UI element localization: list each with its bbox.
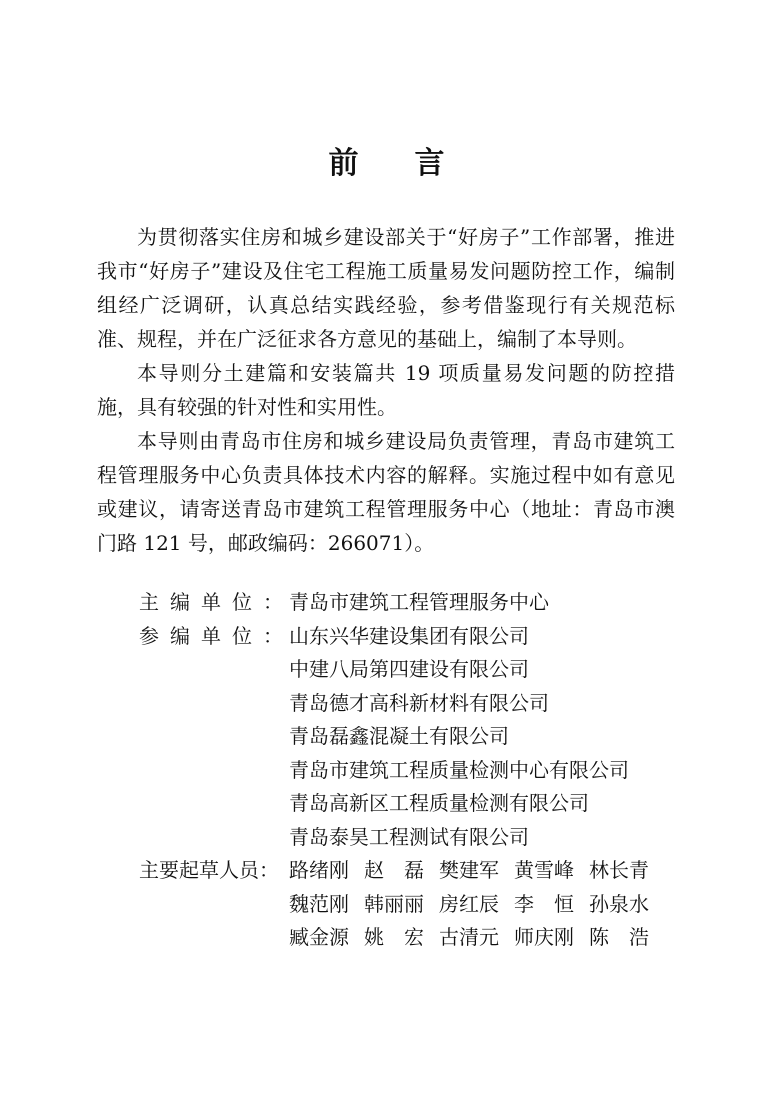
drafter-name: 李 恒 bbox=[514, 891, 574, 916]
participating-unit: 青岛泰昊工程测试有限公司 bbox=[289, 824, 529, 849]
drafter-name: 孙泉水 bbox=[589, 891, 649, 916]
chief-editor-label: 主编单位： bbox=[139, 590, 294, 614]
drafter-name: 樊建军 bbox=[439, 858, 499, 882]
drafter-names-row bbox=[289, 921, 664, 955]
preface-body bbox=[97, 220, 675, 560]
title-char-2: 言 bbox=[414, 146, 445, 181]
participating-unit-row bbox=[97, 720, 675, 754]
drafter-name: 韩丽丽 bbox=[364, 891, 424, 916]
drafter-name: 路绪刚 bbox=[289, 858, 349, 882]
drafter-name: 师庆刚 bbox=[514, 925, 574, 949]
participating-units-label: 参编单位： bbox=[139, 623, 294, 648]
participating-unit: 青岛磊鑫混凝土有限公司 bbox=[289, 724, 509, 748]
drafters-row bbox=[97, 888, 675, 922]
page-title bbox=[0, 138, 773, 182]
drafters-label: 主要起草人员： bbox=[139, 858, 279, 882]
participating-unit-row bbox=[97, 754, 675, 788]
participating-unit: 青岛高新区工程质量检测有限公司 bbox=[289, 791, 589, 815]
drafter-name: 姚 宏 bbox=[364, 925, 424, 949]
participating-unit-row bbox=[97, 821, 675, 855]
drafters-row bbox=[97, 854, 675, 888]
paragraph-1: 为贯彻落实住房和城乡建设部关于“好房子”工作部署，推进我市“好房子”建设及住宅工程施工质量易发问题防控工作，编制组经广泛调研，认真总结实践经验，参考借鉴现行有关规范标准、规程，并在广泛征求各方意见的基础上，编制了本导则。 bbox=[97, 225, 675, 351]
participating-unit-row bbox=[97, 687, 675, 721]
drafter-name: 林长青 bbox=[589, 858, 649, 882]
drafter-name: 黄雪峰 bbox=[514, 858, 574, 882]
chief-editor-value: 青岛市建筑工程管理服务中心 bbox=[289, 590, 549, 614]
drafters-row bbox=[97, 921, 675, 955]
drafter-names-row bbox=[289, 854, 664, 888]
participating-unit: 中建八局第四建设有限公司 bbox=[289, 657, 529, 681]
drafter-name: 赵 磊 bbox=[364, 858, 424, 882]
participating-unit: 青岛市建筑工程质量检测中心有限公司 bbox=[289, 757, 629, 782]
chief-editor-row bbox=[97, 586, 675, 620]
participating-unit: 山东兴华建设集团有限公司 bbox=[289, 623, 529, 648]
paragraph-3: 本导则由青岛市住房和城乡建设局负责管理，青岛市建筑工程管理服务中心负责具体技术内容的解释。实施过程中如有意见或建议，请寄送青岛市建筑工程管理服务中心（地址：青岛市澳门路 121 号，邮政编码：266071）。 bbox=[97, 429, 675, 555]
drafter-name: 古清元 bbox=[439, 925, 499, 949]
drafter-name: 魏范刚 bbox=[289, 891, 349, 916]
drafter-name: 臧金源 bbox=[289, 925, 349, 949]
drafter-name: 房红辰 bbox=[439, 891, 499, 916]
drafter-name: 陈 浩 bbox=[589, 925, 649, 949]
participating-unit-row bbox=[97, 653, 675, 687]
drafter-names-row bbox=[289, 888, 664, 922]
credits-section bbox=[97, 586, 675, 955]
title-char-1: 前 bbox=[328, 146, 359, 181]
participating-unit-row bbox=[97, 787, 675, 821]
paragraph-2: 本导则分土建篇和安装篇共 19 项质量易发问题的防控措施，具有较强的针对性和实用性。 bbox=[97, 361, 675, 419]
participating-unit: 青岛德才高科新材料有限公司 bbox=[289, 690, 549, 715]
participating-unit-row bbox=[97, 620, 675, 654]
